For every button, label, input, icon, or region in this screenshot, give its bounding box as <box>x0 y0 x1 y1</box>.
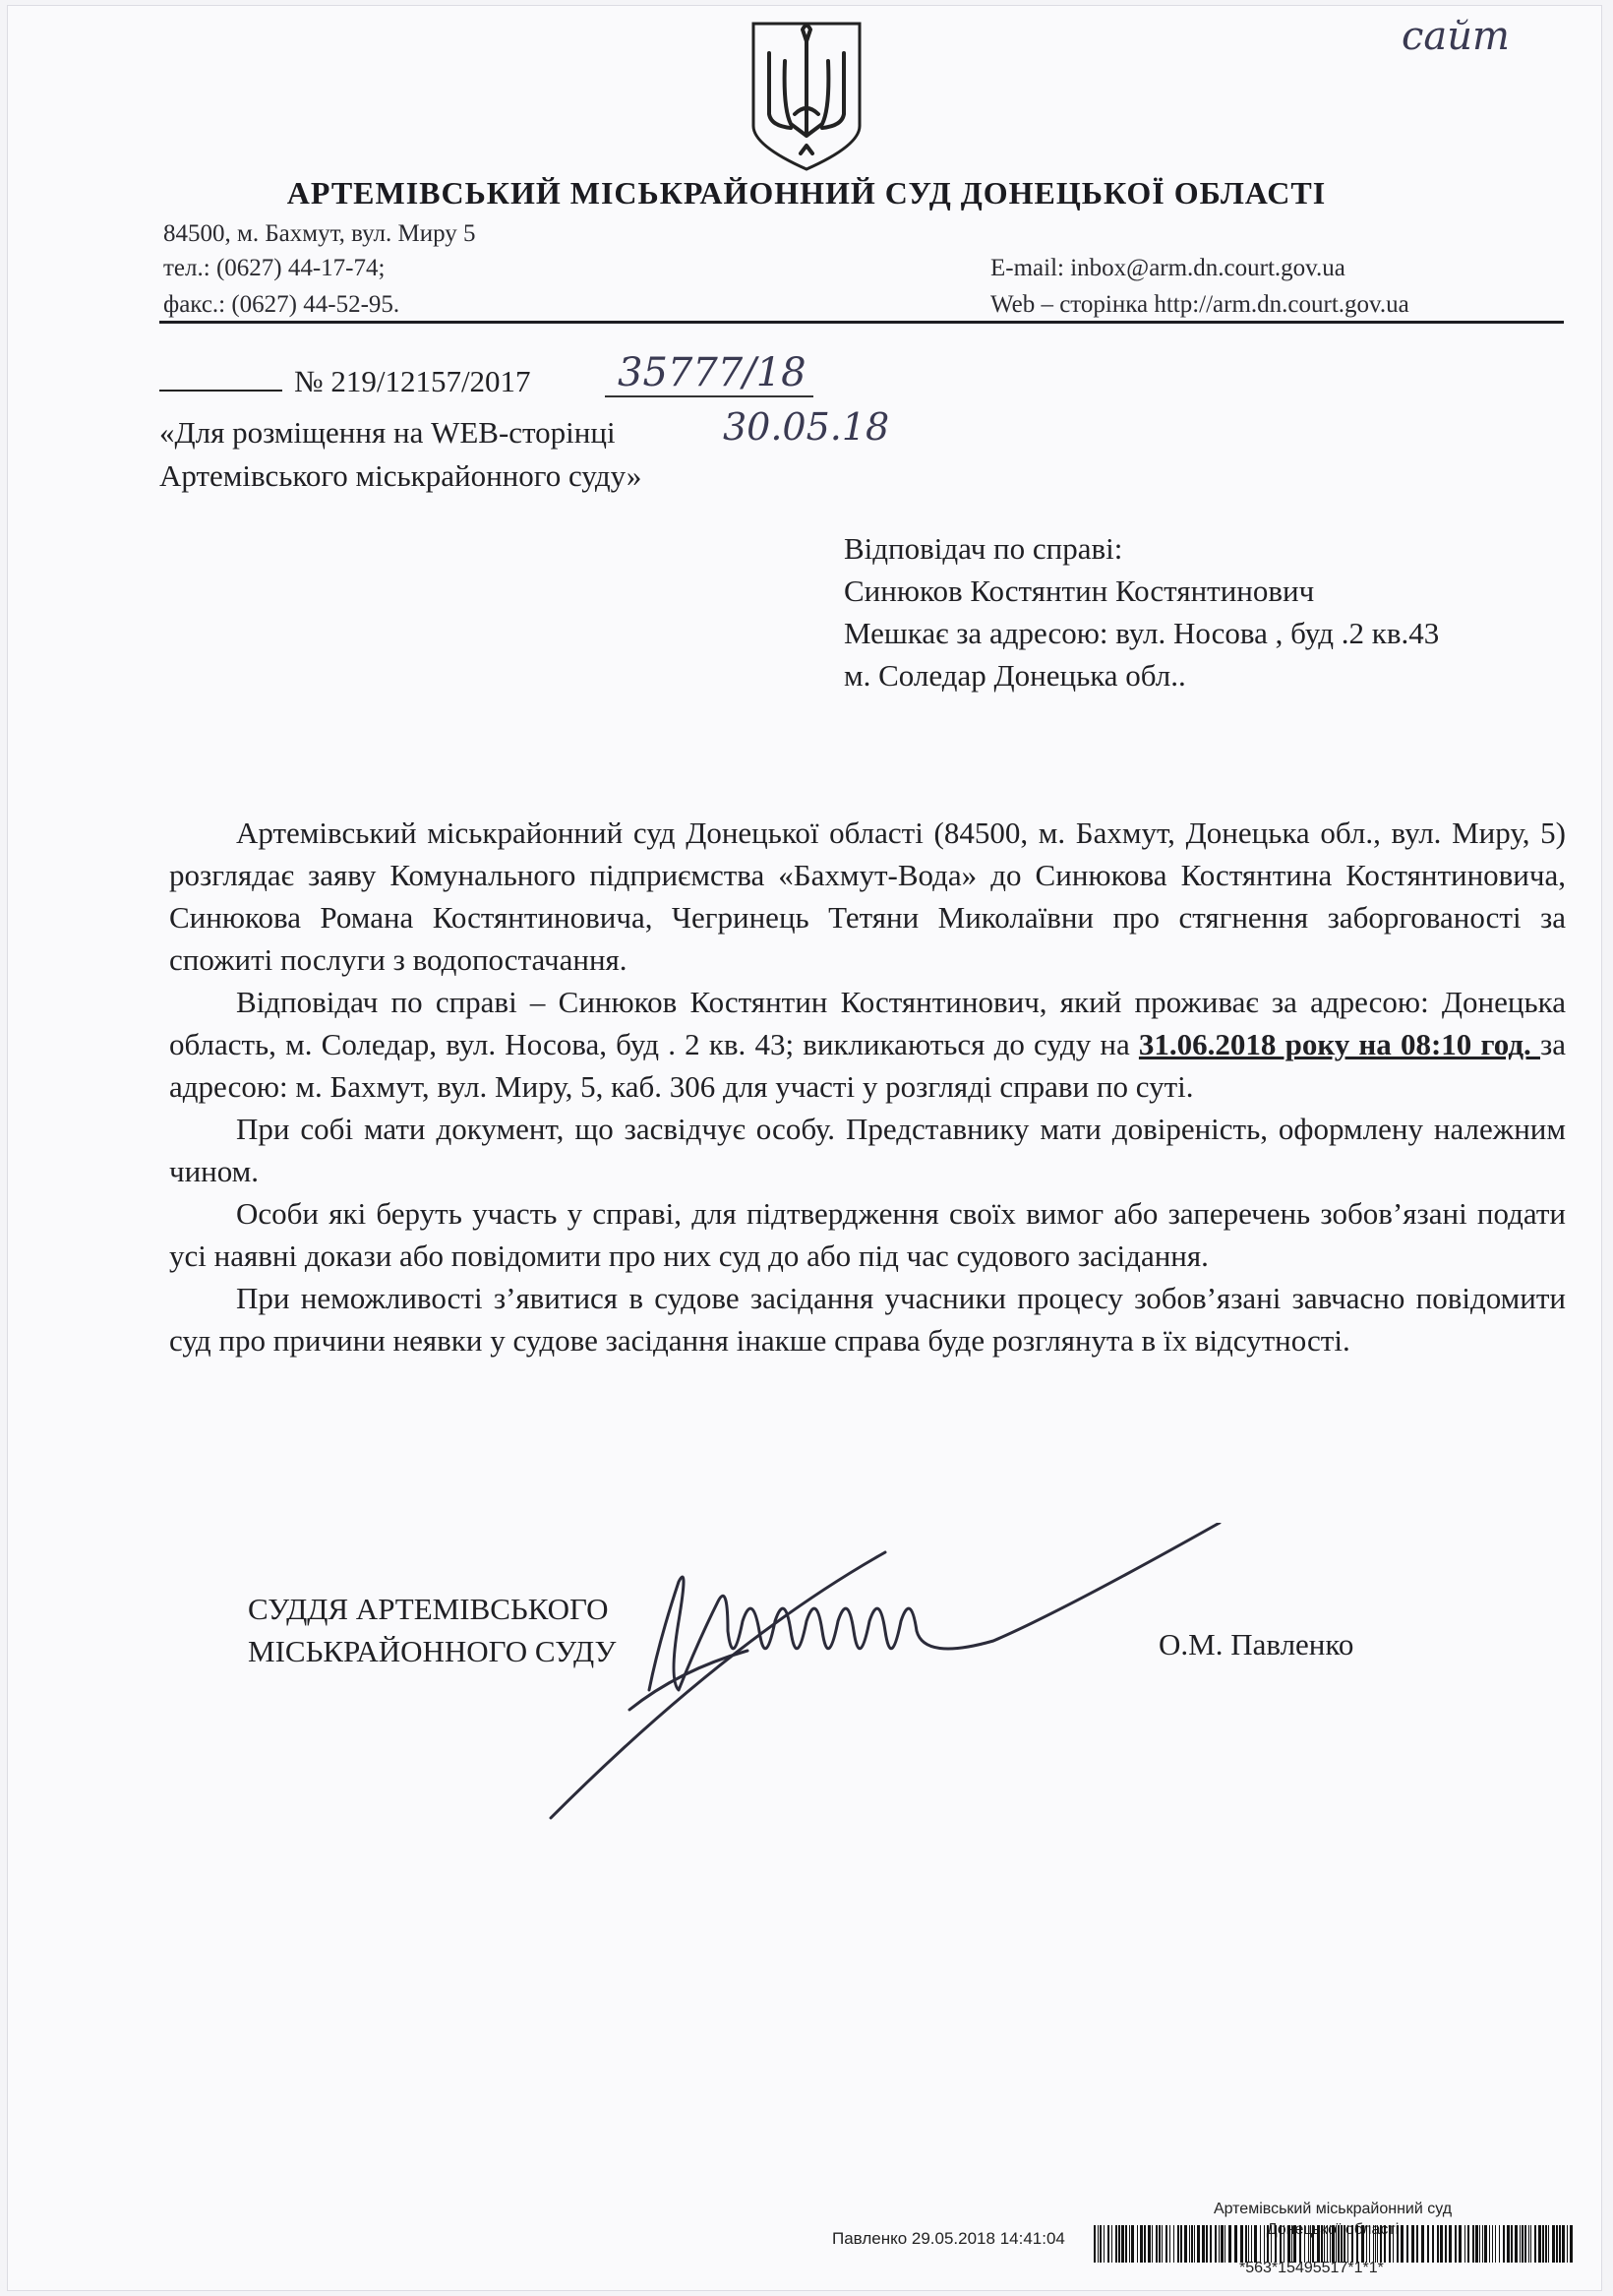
header-divider <box>159 321 1564 324</box>
paragraph-2-end: за адресою: м. Бахмут, вул. Миру, 5, каб. 306 для участі у розгляді справи по суті. <box>169 1027 1566 1104</box>
judge-name: О.М. Павленко <box>1159 1627 1354 1662</box>
web-note-line2: Артемівського міськрайонного суду» <box>159 458 642 493</box>
paragraph-2 <box>169 981 1566 1108</box>
coat-of-arms-icon <box>747 20 866 172</box>
outgoing-number: № 219/12157/2017 <box>294 364 531 398</box>
barcode <box>1094 2225 1576 2263</box>
addressee-line2: Синюков Костянтин Костянтинович <box>844 574 1315 608</box>
footer-stamp: Павленко 29.05.2018 14:41:04 <box>832 2229 1065 2248</box>
handwritten-registration: 35777/18 <box>618 350 806 395</box>
court-web: Web – сторінка http://arm.dn.court.gov.ua <box>990 291 1409 318</box>
handwritten-corner-note: сайт <box>1402 14 1510 59</box>
web-note <box>159 411 749 498</box>
outgoing-number-line <box>159 364 531 399</box>
number-blank <box>159 364 282 392</box>
footer-court-line2: Донецької області <box>1266 2221 1400 2238</box>
letter-body <box>169 812 1566 1361</box>
court-phone: тел.: (0627) 44-17-74; <box>163 255 386 281</box>
addressee-line3: Мешкає за адресою: вул. Носова , буд .2 кв.43 <box>844 616 1440 650</box>
handwritten-underline <box>605 395 813 397</box>
court-fax: факс.: (0627) 44-52-95. <box>163 291 400 318</box>
paragraph-2-start: Відповідач по справі – Синюков Костянтин Костянтинович, який проживає за адресою: Донецька область, м. Соледар, вул. Носова, буд . 2 кв. 43; викликаються до суду на <box>169 985 1566 1061</box>
hearing-date: 31.06.2018 року на 08:10 год. <box>1138 1027 1540 1061</box>
paragraph-5: При неможливості з’явитися в судове засідання учасники процесу зобов’язані завчасно повідомити суд про причини неявки у судове засідання інакше справа буде розглянута в їх відсутності. <box>169 1281 1566 1358</box>
court-name: АРТЕМІВСЬКИЙ МІСЬКРАЙОННИЙ СУД ДОНЕЦЬКОЇ ОБЛАСТІ <box>286 175 1327 211</box>
addressee-line1: Відповідач по справі: <box>844 531 1123 566</box>
addressee-line4: м. Соледар Донецька обл.. <box>844 658 1186 693</box>
addressee-block <box>844 527 1439 696</box>
handwritten-date: 30.05.18 <box>723 405 890 449</box>
paragraph-1: Артемівський міськрайонний суд Донецької області (84500, м. Бахмут, Донецька обл., вул. Миру, 5) розглядає заяву Комунального підприємства «Бахмут-Вода» до Синюкова Костянтина Костянтиновича, Синюкова Романа Костянтиновича, Чегринець Тетяни Миколаївни про стягнення заборгованості за спожиті послуги з водопостачання. <box>169 816 1566 977</box>
court-email: E-mail: inbox@arm.dn.court.gov.ua <box>990 255 1345 281</box>
barcode-number: *563*15495517*1*1* <box>1239 2260 1384 2276</box>
paragraph-4: Особи які беруть участь у справі, для підтвердження своїх вимог або заперечень зобов’язані подати усі наявні докази або повідомити про них суд до або під час судового засідання. <box>169 1196 1566 1273</box>
footer-court-line1: Артемівський міськрайонний суд <box>1213 2201 1453 2217</box>
judge-title-line1: СУДДЯ АРТЕМІВСЬКОГО <box>248 1592 609 1626</box>
judge-title-line2: МІСЬКРАЙОННОГО СУДУ <box>248 1634 617 1668</box>
paragraph-3: При собі мати документ, що засвідчує особу. Представнику мати довіреність, оформлену належним чином. <box>169 1112 1566 1188</box>
handwritten-signature <box>531 1523 1259 1838</box>
web-note-line1: «Для розміщення на WEB-сторінці <box>159 415 616 450</box>
court-address: 84500, м. Бахмут, вул. Миру 5 <box>163 220 476 247</box>
